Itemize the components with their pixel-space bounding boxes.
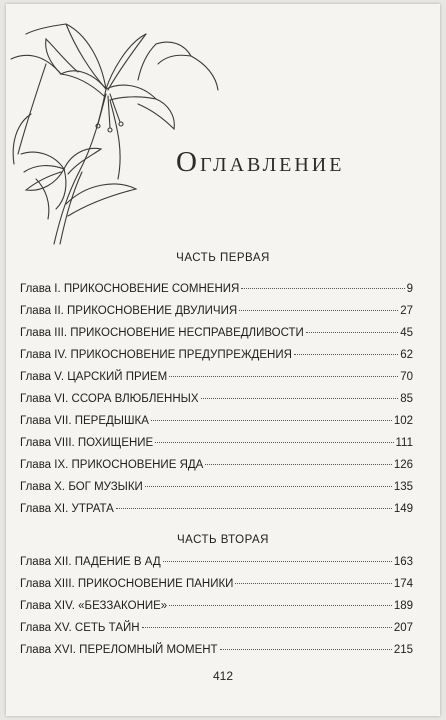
chapter-label: Глава XVI. ПЕРЕЛОМНЫЙ МОМЕНТ xyxy=(20,644,218,656)
chapter-page: 215 xyxy=(393,644,413,656)
chapter-label: Глава V. ЦАРСКИЙ ПРИЕМ xyxy=(20,371,168,383)
page-title: Оглавление xyxy=(176,146,345,178)
toc-entry[interactable] xyxy=(20,283,413,305)
chapter-page: 149 xyxy=(393,503,413,515)
toc-part-1 xyxy=(20,283,413,525)
toc-entry[interactable] xyxy=(20,600,413,622)
leader-dots xyxy=(155,442,393,443)
part-heading: ЧАСТЬ ВТОРАЯ xyxy=(176,534,269,546)
chapter-label: Глава X. БОГ МУЗЫКИ xyxy=(20,481,143,493)
chapter-page: 135 xyxy=(393,481,413,493)
leader-dots xyxy=(142,627,392,628)
leader-dots xyxy=(163,561,392,562)
toc-entry[interactable] xyxy=(20,327,413,349)
part-heading: ЧАСТЬ ПЕРВАЯ xyxy=(176,252,270,264)
chapter-page: 85 xyxy=(400,393,413,405)
chapter-label: Глава VI. ССОРА ВЛЮБЛЕННЫХ xyxy=(20,393,199,405)
chapter-label: Глава XIV. «БЕЗЗАКОНИЕ» xyxy=(20,600,168,612)
toc-entry[interactable] xyxy=(20,415,413,437)
chapter-page: 70 xyxy=(400,371,413,383)
chapter-label: Глава XIII. ПРИКОСНОВЕНИЕ ПАНИКИ xyxy=(20,578,234,590)
toc-entry[interactable] xyxy=(20,437,413,459)
chapter-page: 102 xyxy=(393,415,413,427)
toc-part-2 xyxy=(20,556,413,666)
chapter-label: Глава XI. УТРАТА xyxy=(20,503,114,515)
leader-dots xyxy=(205,464,391,465)
chapter-page: 9 xyxy=(406,283,413,295)
toc-entry[interactable] xyxy=(20,503,413,525)
toc-entry[interactable] xyxy=(20,622,413,644)
chapter-page: 189 xyxy=(393,600,413,612)
chapter-label: Глава XV. СЕТЬ ТАЙН xyxy=(20,622,140,634)
chapter-page: 174 xyxy=(393,578,413,590)
leader-dots xyxy=(294,354,398,355)
toc-entry[interactable] xyxy=(20,644,413,666)
chapter-label: Глава III. ПРИКОСНОВЕНИЕ НЕСПРАВЕДЛИВОСТИ xyxy=(20,327,304,339)
toc-entry[interactable] xyxy=(20,481,413,503)
leader-dots xyxy=(220,649,392,650)
leader-dots xyxy=(235,583,391,584)
leader-dots xyxy=(239,310,398,311)
leader-dots xyxy=(241,288,404,289)
leader-dots xyxy=(201,398,399,399)
toc-entry[interactable] xyxy=(20,459,413,481)
toc-entry[interactable] xyxy=(20,578,413,600)
leader-dots xyxy=(306,332,398,333)
chapter-label: Глава XII. ПАДЕНИЕ В АД xyxy=(20,556,161,568)
chapter-label: Глава VIII. ПОХИЩЕНИЕ xyxy=(20,437,154,449)
chapter-page: 126 xyxy=(393,459,413,471)
toc-entry[interactable] xyxy=(20,305,413,327)
chapter-label: Глава IX. ПРИКОСНОВЕНИЕ ЯДА xyxy=(20,459,204,471)
chapter-label: Глава II. ПРИКОСНОВЕНИЕ ДВУЛИЧИЯ xyxy=(20,305,238,317)
book-page xyxy=(6,4,440,716)
leader-dots xyxy=(145,486,392,487)
leader-dots xyxy=(116,508,392,509)
chapter-page: 163 xyxy=(393,556,413,568)
chapter-label: Глава VII. ПЕРЕДЫШКА xyxy=(20,415,149,427)
chapter-label: Глава I. ПРИКОСНОВЕНИЕ СОМНЕНИЯ xyxy=(20,283,240,295)
chapter-page: 207 xyxy=(393,622,413,634)
toc-entry[interactable] xyxy=(20,371,413,393)
chapter-page: 62 xyxy=(400,349,413,361)
chapter-page: 111 xyxy=(395,437,413,449)
page-number: 412 xyxy=(212,669,234,683)
toc-entry[interactable] xyxy=(20,393,413,415)
toc-entry[interactable] xyxy=(20,349,413,371)
chapter-page: 45 xyxy=(400,327,413,339)
leader-dots xyxy=(151,420,392,421)
leader-dots xyxy=(169,605,392,606)
chapter-label: Глава IV. ПРИКОСНОВЕНИЕ ПРЕДУПРЕЖДЕНИЯ xyxy=(20,349,292,361)
lily-flower-illustration xyxy=(6,4,256,264)
leader-dots xyxy=(169,376,398,377)
chapter-page: 27 xyxy=(400,305,413,317)
toc-entry[interactable] xyxy=(20,556,413,578)
